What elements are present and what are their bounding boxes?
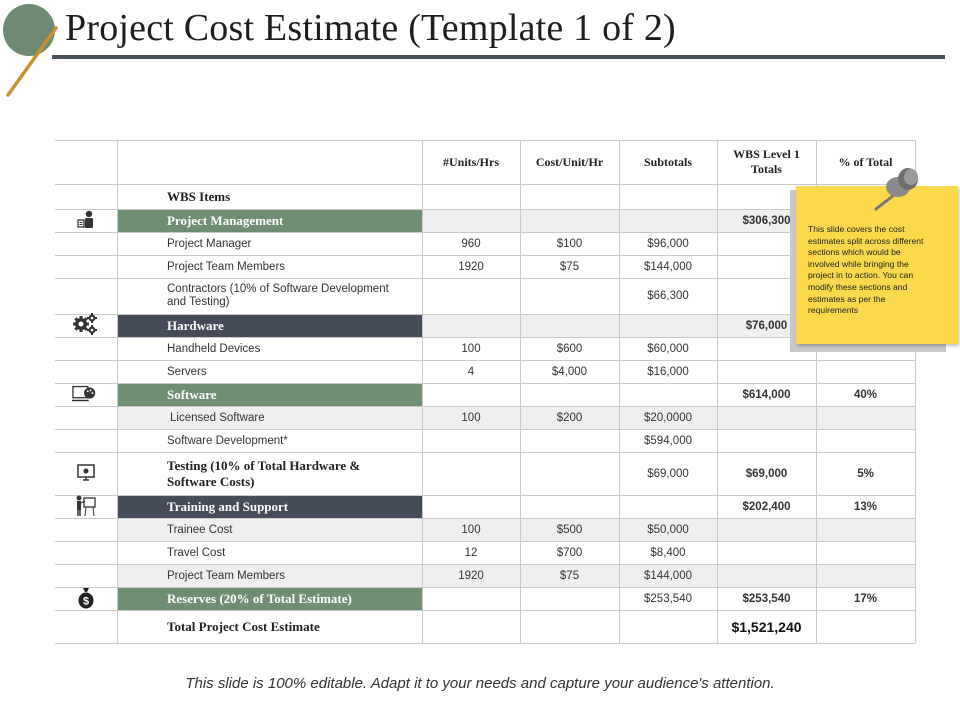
row-subtotal: $16,000 — [647, 365, 689, 378]
footer-caption: This slide is 100% editable. Adapt it to your needs and capture your audience's attention. — [185, 675, 775, 692]
pushpin-icon — [868, 165, 928, 215]
row-label: Software Development* — [167, 434, 288, 447]
row-label: Project Team Members — [167, 260, 286, 273]
row-label: Travel Cost — [167, 546, 226, 559]
section-software: Software — [167, 386, 217, 402]
res-pct: 17% — [853, 592, 878, 605]
row-subtotal: $8,400 — [650, 546, 686, 559]
row-cost: $700 — [556, 546, 583, 559]
manager-icon — [73, 209, 99, 231]
row-subtotal: $96,000 — [647, 237, 689, 250]
section-reserves: Reserves (20% of Total Estimate) — [167, 590, 352, 606]
row-label: Servers — [167, 365, 207, 378]
row-subtotal: $594,000 — [644, 434, 692, 447]
row-units: 1920 — [458, 569, 484, 582]
row-subtotal: $60,000 — [647, 342, 689, 355]
row-label: Trainee Cost — [167, 523, 233, 536]
row-label: Licensed Software — [170, 411, 265, 424]
section-project-management: Project Management — [167, 212, 284, 228]
row-cost: $600 — [556, 342, 583, 355]
sticky-note-text: This slide covers the cost estimates split across different sections which would be involved while bringing the project in to action. You can modify these sections and estimates as per the requirements — [808, 224, 924, 316]
row-subtotal: $66,300 — [647, 290, 689, 302]
row-cost: $4,000 — [551, 365, 588, 378]
monitor-icon — [73, 461, 99, 483]
row-cost: $200 — [556, 411, 583, 424]
page-title: Project Cost Estimate (Template 1 of 2) — [65, 7, 676, 49]
res-subtotal: $253,540 — [644, 592, 692, 605]
hw-wbs-total: $76,000 — [745, 319, 788, 332]
row-subtotal: $20,0000 — [644, 411, 692, 424]
row-cost: $75 — [559, 260, 580, 273]
row-label: Contractors (10% of Software Development and Testing) — [167, 283, 389, 308]
sw-wbs-total: $614,000 — [742, 388, 791, 401]
row-label: Project Manager — [167, 237, 252, 250]
res-wbs-total: $253,540 — [742, 592, 791, 605]
row-cost: $500 — [556, 523, 583, 536]
gears-icon — [72, 313, 98, 335]
money-bag-icon — [73, 587, 99, 609]
row-units: 1920 — [458, 260, 484, 273]
row-units: 960 — [461, 237, 481, 250]
row-units: 100 — [461, 342, 481, 355]
row-units: 100 — [461, 411, 481, 424]
row-label: Handheld Devices — [167, 342, 261, 355]
row-units: 12 — [464, 546, 478, 559]
row-subtotal: $50,000 — [647, 523, 689, 536]
section-training: Training and Support — [167, 498, 289, 514]
col-header-pct: % of Total — [838, 154, 893, 169]
row-subtotal: $144,000 — [644, 569, 692, 582]
svg-text:$: $ — [82, 595, 90, 608]
row-subtotal: $144,000 — [644, 260, 692, 273]
total-label: Total Project Cost Estimate — [167, 618, 320, 634]
section-testing: Testing (10% of Total Hardware & Software Costs) — [167, 457, 361, 489]
test-pct: 5% — [857, 467, 874, 480]
wbs-items-label: WBS Items — [167, 188, 231, 204]
col-header-subtotals: Subtotals — [643, 154, 693, 169]
row-label: Project Team Members — [167, 569, 286, 582]
train-pct: 13% — [853, 500, 878, 513]
row-units: 4 — [467, 365, 475, 378]
test-subtotal: $69,000 — [647, 467, 689, 480]
row-cost: $75 — [559, 569, 580, 582]
total-value: $1,521,240 — [731, 618, 802, 635]
col-header-wbs-totals: WBS Level 1 Totals — [733, 147, 800, 176]
pm-wbs-total: $306,300 — [742, 214, 791, 227]
sw-pct: 40% — [853, 388, 878, 401]
grid-line — [55, 643, 915, 644]
col-header-units: #Units/Hrs — [442, 154, 499, 169]
training-presenter-icon — [73, 495, 99, 517]
train-wbs-total: $202,400 — [742, 500, 791, 513]
col-header-cost: Cost/Unit/Hr — [535, 154, 604, 169]
section-hardware: Hardware — [167, 317, 224, 333]
test-wbs-total: $69,000 — [745, 467, 788, 480]
row-units: 100 — [461, 523, 481, 536]
software-palette-icon — [72, 383, 98, 405]
row-cost: $100 — [556, 237, 583, 250]
